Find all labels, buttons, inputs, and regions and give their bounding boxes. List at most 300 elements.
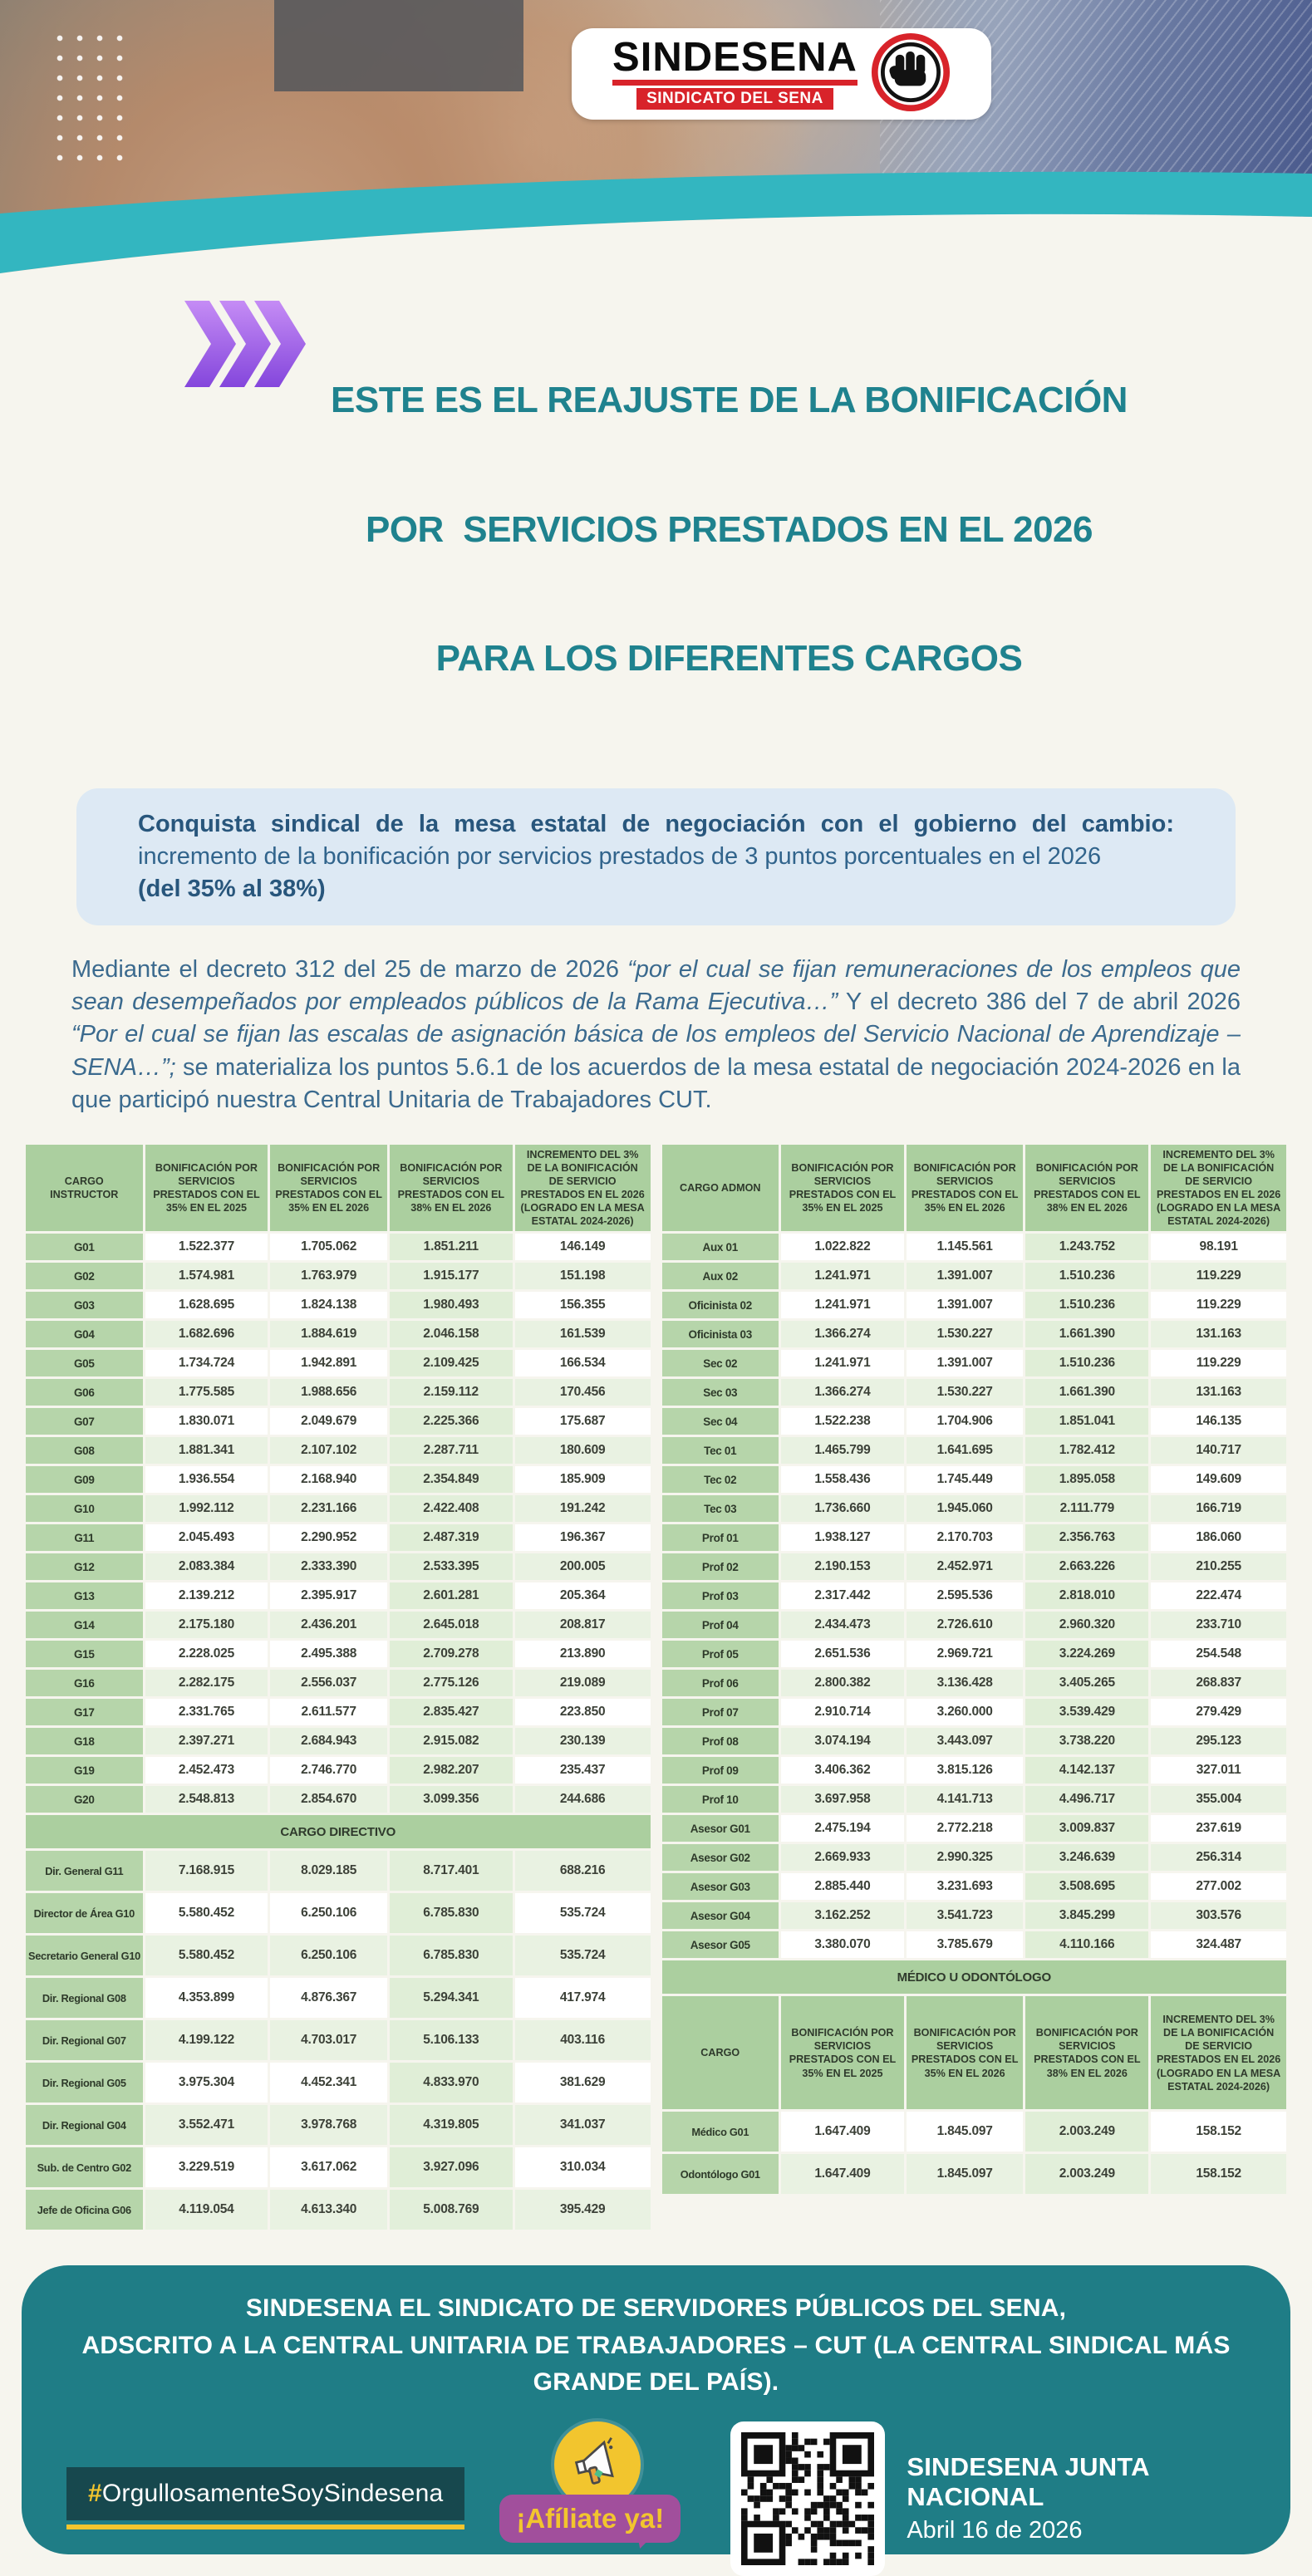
value-cell: 2.175.180 [145, 1612, 268, 1638]
value-cell: 1.942.891 [270, 1350, 387, 1376]
table-row [26, 1234, 651, 1260]
value-cell: 3.405.265 [1025, 1670, 1148, 1696]
header-row [26, 1145, 651, 1232]
value-cell: 6.785.830 [390, 1893, 513, 1933]
value-cell: 146.149 [515, 1234, 651, 1260]
cargo-cell: Tec 01 [662, 1437, 779, 1464]
value-cell: 2.669.933 [781, 1844, 904, 1871]
value-cell: 1.628.695 [145, 1292, 268, 1318]
value-cell: 166.719 [1151, 1495, 1286, 1522]
affiliate-bubble: ¡Afíliate ya! [499, 2495, 681, 2543]
value-cell: 2.434.473 [781, 1612, 904, 1638]
value-cell: 2.436.201 [270, 1612, 387, 1638]
value-cell: 2.548.813 [145, 1786, 268, 1813]
hashtag-label: OrgullosamenteSoySindesena [101, 2480, 444, 2508]
value-cell: 2.356.763 [1025, 1524, 1148, 1551]
value-cell: 2.333.390 [270, 1553, 387, 1580]
table-row [662, 1728, 1287, 1754]
value-cell: 1.980.493 [390, 1292, 513, 1318]
value-cell: 3.975.304 [145, 2063, 268, 2103]
value-cell: 5.106.133 [390, 2020, 513, 2060]
value-cell: 5.580.452 [145, 1936, 268, 1975]
page-title [331, 292, 1128, 767]
table-row [662, 1902, 1287, 1929]
value-cell: 98.191 [1151, 1234, 1286, 1260]
value-cell: 295.123 [1151, 1728, 1286, 1754]
cargo-cell: Prof 04 [662, 1612, 779, 1638]
cargo-cell: Asesor G04 [662, 1902, 779, 1929]
value-cell: 2.969.721 [907, 1641, 1024, 1667]
value-cell: 2.317.442 [781, 1582, 904, 1609]
value-cell: 1.647.409 [781, 2154, 904, 2194]
table-row [26, 1728, 651, 1754]
table-row [26, 1321, 651, 1347]
sub-header-row [662, 1996, 1287, 2109]
value-cell: 1.391.007 [907, 1292, 1024, 1318]
value-cell: 2.487.319 [390, 1524, 513, 1551]
chevron-arrows-icon [184, 301, 309, 391]
value-column-header: INCREMENTO DEL 3% DE LA BONIFICACIÓN DE SERVICIO PRESTADOS EN EL 2026 (LOGRADO EN LA MESA ESTATAL 2024-2026) [515, 1145, 651, 1232]
value-cell: 303.576 [1151, 1902, 1286, 1929]
value-cell: 1.782.412 [1025, 1437, 1148, 1464]
cargo-cell: G03 [26, 1292, 143, 1318]
qr-code [730, 2421, 885, 2576]
table-row [662, 1844, 1287, 1871]
value-cell: 5.294.341 [390, 1978, 513, 2018]
highlight-line-2: incremento de la bonificación por servicios prestados de 3 puntos porcentuales en el 2026 [138, 842, 1102, 870]
table-row [26, 1757, 651, 1784]
value-cell: 2.422.408 [390, 1495, 513, 1522]
value-cell: 2.475.194 [781, 1815, 904, 1842]
value-cell: 2.495.388 [270, 1641, 387, 1667]
value-cell: 4.319.805 [390, 2105, 513, 2145]
cargo-cell: Prof 05 [662, 1641, 779, 1667]
value-cell: 3.260.000 [907, 1699, 1024, 1725]
value-cell: 1.938.127 [781, 1524, 904, 1551]
value-cell: 8.717.401 [390, 1851, 513, 1891]
cargo-cell: Dir. Regional G05 [26, 2063, 143, 2103]
cargo-cell: Prof 08 [662, 1728, 779, 1754]
table-row [26, 1786, 651, 1813]
cargo-cell: G17 [26, 1699, 143, 1725]
cargo-cell: G14 [26, 1612, 143, 1638]
cargo-cell: G05 [26, 1350, 143, 1376]
value-cell: 4.141.713 [907, 1786, 1024, 1813]
cargo-cell: Sec 02 [662, 1350, 779, 1376]
cargo-cell: Prof 03 [662, 1582, 779, 1609]
value-cell: 3.380.070 [781, 1931, 904, 1958]
cargo-cell: Prof 10 [662, 1786, 779, 1813]
value-cell: 4.353.899 [145, 1978, 268, 2018]
value-cell: 3.162.252 [781, 1902, 904, 1929]
value-cell: 2.611.577 [270, 1699, 387, 1725]
value-cell: 1.366.274 [781, 1321, 904, 1347]
value-cell: 2.982.207 [390, 1757, 513, 1784]
value-cell: 2.885.440 [781, 1873, 904, 1900]
table-row [662, 1757, 1287, 1784]
value-cell: 186.060 [1151, 1524, 1286, 1551]
value-cell: 1.845.097 [907, 2112, 1024, 2152]
value-cell: 1.391.007 [907, 1350, 1024, 1376]
value-cell: 2.397.271 [145, 1728, 268, 1754]
table-row [26, 1936, 651, 1975]
value-cell: 1.243.752 [1025, 1234, 1148, 1260]
table-row [662, 1641, 1287, 1667]
value-cell: 3.508.695 [1025, 1873, 1148, 1900]
footer-line-1: SINDESENA EL SINDICATO DE SERVIDORES PÚBLICOS DEL SENA, [245, 2294, 1067, 2323]
value-cell: 191.242 [515, 1495, 651, 1522]
value-cell: 1.682.696 [145, 1321, 268, 1347]
value-cell: 1.558.436 [781, 1466, 904, 1493]
value-cell: 2.452.473 [145, 1757, 268, 1784]
table-row [662, 1379, 1287, 1406]
value-cell: 2.083.384 [145, 1553, 268, 1580]
value-cell: 230.139 [515, 1728, 651, 1754]
value-cell: 1.915.177 [390, 1263, 513, 1289]
hashtag-text [66, 2467, 464, 2520]
value-cell: 119.229 [1151, 1350, 1286, 1376]
cargo-cell: Odontólogo G01 [662, 2154, 779, 2194]
paragraph-segment: se materializa los puntos 5.6.1 de los acuerdos de la mesa estatal de negociación 2024-2026 en la que participó nuestra Central Unitaria de Trabajadores CUT. [71, 1053, 1241, 1114]
value-cell: 341.037 [515, 2105, 651, 2145]
value-cell: 175.687 [515, 1408, 651, 1435]
value-cell: 2.452.971 [907, 1553, 1024, 1580]
value-cell: 3.697.958 [781, 1786, 904, 1813]
value-cell: 2.645.018 [390, 1612, 513, 1638]
value-cell: 3.815.126 [907, 1757, 1024, 1784]
value-cell: 1.851.211 [390, 1234, 513, 1260]
value-cell: 1.145.561 [907, 1234, 1024, 1260]
table-row [26, 2190, 651, 2230]
cargo-cell: Sec 03 [662, 1379, 779, 1406]
table-instructor [23, 1142, 653, 2233]
value-cell: 3.229.519 [145, 2147, 268, 2187]
table-row [662, 1524, 1287, 1551]
header-row [662, 1145, 1287, 1232]
table-row [26, 1408, 651, 1435]
value-cell: 1.661.390 [1025, 1321, 1148, 1347]
table-row [662, 1437, 1287, 1464]
decree-paragraph [71, 954, 1241, 1117]
value-column-header: BONIFICACIÓN POR SERVICIOS PRESTADOS CON EL 38% EN EL 2026 [390, 1145, 513, 1232]
cargo-cell: Prof 06 [662, 1670, 779, 1696]
value-cell: 2.225.366 [390, 1408, 513, 1435]
value-cell: 4.142.137 [1025, 1757, 1148, 1784]
value-cell: 185.909 [515, 1466, 651, 1493]
table-row [662, 1321, 1287, 1347]
value-cell: 1.734.724 [145, 1350, 268, 1376]
value-cell: 2.651.536 [781, 1641, 904, 1667]
value-cell: 254.548 [1151, 1641, 1286, 1667]
logo [572, 28, 991, 120]
value-cell: 1.530.227 [907, 1321, 1024, 1347]
value-cell: 1.465.799 [781, 1437, 904, 1464]
value-cell: 3.074.194 [781, 1728, 904, 1754]
value-cell: 1.830.071 [145, 1408, 268, 1435]
footer-line-2: ADSCRITO A LA CENTRAL UNITARIA DE TRABAJADORES – CUT (LA CENTRAL SINDICAL MÁS GRANDE DEL PAÍS). [81, 2331, 1231, 2397]
value-cell: 688.216 [515, 1851, 651, 1891]
value-cell: 1.881.341 [145, 1437, 268, 1464]
value-cell: 7.168.915 [145, 1851, 268, 1891]
table-row [662, 1931, 1287, 1958]
section-header-row [662, 1960, 1287, 1994]
value-cell: 3.009.837 [1025, 1815, 1148, 1842]
title-line-2: POR SERVICIOS PRESTADOS EN EL 2026 [365, 508, 1093, 550]
value-cell: 2.915.082 [390, 1728, 513, 1754]
table-row [662, 1466, 1287, 1493]
cargo-cell: G16 [26, 1670, 143, 1696]
value-column-header: INCREMENTO DEL 3% DE LA BONIFICACIÓN DE SERVICIO PRESTADOS EN EL 2026 (LOGRADO EN LA MESA ESTATAL 2024-2026) [1151, 1996, 1286, 2109]
value-cell: 3.978.768 [270, 2105, 387, 2145]
value-cell: 1.661.390 [1025, 1379, 1148, 1406]
cargo-cell: G07 [26, 1408, 143, 1435]
cargo-cell: Prof 02 [662, 1553, 779, 1580]
value-cell: 151.198 [515, 1263, 651, 1289]
cargo-cell: G04 [26, 1321, 143, 1347]
value-cell: 1.641.695 [907, 1437, 1024, 1464]
value-cell: 3.099.356 [390, 1786, 513, 1813]
value-cell: 327.011 [1151, 1757, 1286, 1784]
value-cell: 4.110.166 [1025, 1931, 1148, 1958]
footer-panel [22, 2265, 1290, 2554]
value-cell: 2.556.037 [270, 1670, 387, 1696]
title-line-3: PARA LOS DIFERENTES CARGOS [435, 638, 1023, 680]
value-cell: 2.709.278 [390, 1641, 513, 1667]
value-column-header: BONIFICACIÓN POR SERVICIOS PRESTADOS CON EL 35% EN EL 2025 [781, 1145, 904, 1232]
value-cell: 4.452.341 [270, 2063, 387, 2103]
value-cell: 2.395.917 [270, 1582, 387, 1609]
value-column-header: BONIFICACIÓN POR SERVICIOS PRESTADOS CON EL 35% EN EL 2025 [781, 1996, 904, 2109]
hash-symbol: # [88, 2480, 102, 2508]
footer-row [66, 2421, 1246, 2576]
value-cell: 3.738.220 [1025, 1728, 1148, 1754]
value-cell: 1.763.979 [270, 1263, 387, 1289]
hashtag-banner [66, 2467, 464, 2529]
value-cell: 1.574.981 [145, 1263, 268, 1289]
value-cell: 6.250.106 [270, 1893, 387, 1933]
value-cell: 2.800.382 [781, 1670, 904, 1696]
cargo-cell: Prof 09 [662, 1757, 779, 1784]
value-cell: 3.231.693 [907, 1873, 1024, 1900]
table-row [26, 1495, 651, 1522]
highlight-line-1: Conquista sindical de la mesa estatal de negociación con el gobierno del cambio: [138, 810, 1174, 837]
table-row [26, 1851, 651, 1891]
value-cell: 3.785.679 [907, 1931, 1024, 1958]
value-cell: 1.241.971 [781, 1263, 904, 1289]
value-cell: 2.533.395 [390, 1553, 513, 1580]
value-cell: 1.745.449 [907, 1466, 1024, 1493]
cargo-cell: Sec 04 [662, 1408, 779, 1435]
value-cell: 6.785.830 [390, 1936, 513, 1975]
value-cell: 3.617.062 [270, 2147, 387, 2187]
value-column-header: BONIFICACIÓN POR SERVICIOS PRESTADOS CON EL 35% EN EL 2026 [907, 1996, 1024, 2109]
value-cell: 4.496.717 [1025, 1786, 1148, 1813]
table-row [662, 1234, 1287, 1260]
cargo-cell: Prof 07 [662, 1699, 779, 1725]
logo-red-bar [612, 80, 857, 86]
value-cell: 2.601.281 [390, 1582, 513, 1609]
value-cell: 2.159.112 [390, 1379, 513, 1406]
value-cell: 1.992.112 [145, 1495, 268, 1522]
value-cell: 3.541.723 [907, 1902, 1024, 1929]
table-row [662, 1873, 1287, 1900]
table-row [662, 1670, 1287, 1696]
value-cell: 223.850 [515, 1699, 651, 1725]
cargo-cell: G19 [26, 1757, 143, 1784]
value-cell: 2.046.158 [390, 1321, 513, 1347]
cargo-cell: Médico G01 [662, 2112, 779, 2152]
value-cell: 1.705.062 [270, 1234, 387, 1260]
value-cell: 1.391.007 [907, 1263, 1024, 1289]
value-cell: 131.163 [1151, 1379, 1286, 1406]
value-column-header: INCREMENTO DEL 3% DE LA BONIFICACIÓN DE SERVICIO PRESTADOS EN EL 2026 (LOGRADO EN LA MESA ESTATAL 2024-2026) [1151, 1145, 1286, 1232]
affiliate-callout [499, 2421, 709, 2576]
value-cell: 1.647.409 [781, 2112, 904, 2152]
table-row [26, 2020, 651, 2060]
value-column-header: BONIFICACIÓN POR SERVICIOS PRESTADOS CON EL 35% EN EL 2026 [907, 1145, 1024, 1232]
cargo-cell: Sub. de Centro G02 [26, 2147, 143, 2187]
value-cell: 3.552.471 [145, 2105, 268, 2145]
value-cell: 2.746.770 [270, 1757, 387, 1784]
value-cell: 4.119.054 [145, 2190, 268, 2230]
value-cell: 1.366.274 [781, 1379, 904, 1406]
table-row [662, 1815, 1287, 1842]
paragraph-quote: “Por el cual se fijan las escalas de asignación básica de los empleos del Servicio Nacional de Aprendizaje – SENA…”; [71, 1021, 1241, 1081]
value-cell: 395.429 [515, 2190, 651, 2230]
value-cell: 355.004 [1151, 1786, 1286, 1813]
photo-background-block [274, 0, 523, 91]
table-row [26, 1553, 651, 1580]
value-cell: 166.534 [515, 1350, 651, 1376]
value-cell: 3.845.299 [1025, 1902, 1148, 1929]
table-row [26, 1978, 651, 2018]
table-row [26, 1612, 651, 1638]
table-row [26, 1263, 651, 1289]
cargo-cell: G10 [26, 1495, 143, 1522]
value-column-header: BONIFICACIÓN POR SERVICIOS PRESTADOS CON EL 35% EN EL 2026 [270, 1145, 387, 1232]
table-row [662, 2112, 1287, 2152]
header-photo [0, 0, 1312, 274]
header-curve [0, 165, 1312, 274]
value-cell: 2.354.849 [390, 1466, 513, 1493]
table-row [662, 1582, 1287, 1609]
logo-tagline: SINDICATO DEL SENA [636, 88, 833, 110]
value-cell: 381.629 [515, 2063, 651, 2103]
value-cell: 244.686 [515, 1786, 651, 1813]
value-cell: 256.314 [1151, 1844, 1286, 1871]
value-cell: 2.910.714 [781, 1699, 904, 1725]
value-cell: 1.510.236 [1025, 1292, 1148, 1318]
value-cell: 4.876.367 [270, 1978, 387, 2018]
value-cell: 1.736.660 [781, 1495, 904, 1522]
cargo-cell: Asesor G03 [662, 1873, 779, 1900]
value-cell: 233.710 [1151, 1612, 1286, 1638]
cargo-column-header: CARGO ADMON [662, 1145, 779, 1232]
cargo-cell: Asesor G02 [662, 1844, 779, 1871]
value-cell: 170.456 [515, 1379, 651, 1406]
cargo-cell: G06 [26, 1379, 143, 1406]
table-row [26, 2147, 651, 2187]
value-cell: 1.704.906 [907, 1408, 1024, 1435]
table-row [662, 1699, 1287, 1725]
table-row [26, 1641, 651, 1667]
value-column-header: BONIFICACIÓN POR SERVICIOS PRESTADOS CON EL 35% EN EL 2025 [145, 1145, 268, 1232]
cargo-cell: Asesor G01 [662, 1815, 779, 1842]
cargo-cell: Oficinista 02 [662, 1292, 779, 1318]
value-cell: 2.775.126 [390, 1670, 513, 1696]
value-cell: 3.406.362 [781, 1757, 904, 1784]
value-cell: 158.152 [1151, 2154, 1286, 2194]
table-row [26, 1893, 651, 1933]
cargo-cell: Asesor G05 [662, 1931, 779, 1958]
cargo-cell: Tec 03 [662, 1495, 779, 1522]
value-cell: 210.255 [1151, 1553, 1286, 1580]
value-cell: 5.008.769 [390, 2190, 513, 2230]
value-cell: 2.595.536 [907, 1582, 1024, 1609]
value-cell: 4.703.017 [270, 2020, 387, 2060]
cargo-cell: G09 [26, 1466, 143, 1493]
cargo-cell: G20 [26, 1786, 143, 1813]
cargo-cell: G12 [26, 1553, 143, 1580]
table-row [26, 1292, 651, 1318]
value-cell: 1.022.822 [781, 1234, 904, 1260]
table-row [26, 1379, 651, 1406]
cargo-cell: Director de Área G10 [26, 1893, 143, 1933]
table-row [26, 1582, 651, 1609]
value-cell: 2.045.493 [145, 1524, 268, 1551]
value-column-header: BONIFICACIÓN POR SERVICIOS PRESTADOS CON EL 38% EN EL 2026 [1025, 1996, 1148, 2109]
value-cell: 200.005 [515, 1553, 651, 1580]
value-cell: 3.443.097 [907, 1728, 1024, 1754]
cargo-cell: G18 [26, 1728, 143, 1754]
highlight-box [76, 788, 1236, 925]
cargo-column-header: CARGO [662, 1996, 779, 2109]
value-cell: 119.229 [1151, 1263, 1286, 1289]
table-row [662, 1408, 1287, 1435]
value-cell: 6.250.106 [270, 1936, 387, 1975]
value-cell: 2.960.320 [1025, 1612, 1148, 1638]
table-row [662, 1786, 1287, 1813]
value-cell: 3.136.428 [907, 1670, 1024, 1696]
cargo-cell: Tec 02 [662, 1466, 779, 1493]
table-row [662, 1350, 1287, 1376]
value-cell: 1.510.236 [1025, 1350, 1148, 1376]
table-row [26, 2105, 651, 2145]
value-cell: 235.437 [515, 1757, 651, 1784]
value-cell: 2.990.325 [907, 1844, 1024, 1871]
value-cell: 3.246.639 [1025, 1844, 1148, 1871]
paragraph-segment: Y el decreto 386 del 7 de abril 2026 [838, 988, 1241, 1015]
logo-text [612, 35, 857, 110]
section-title: CARGO DIRECTIVO [26, 1815, 651, 1848]
value-cell: 5.580.452 [145, 1893, 268, 1933]
value-cell: 2.139.212 [145, 1582, 268, 1609]
cargo-cell: Prof 01 [662, 1524, 779, 1551]
value-cell: 146.135 [1151, 1408, 1286, 1435]
value-cell: 2.231.166 [270, 1495, 387, 1522]
value-cell: 2.835.427 [390, 1699, 513, 1725]
table-row [26, 1466, 651, 1493]
value-cell: 277.002 [1151, 1873, 1286, 1900]
value-cell: 2.854.670 [270, 1786, 387, 1813]
value-cell: 161.539 [515, 1321, 651, 1347]
table-row [26, 1350, 651, 1376]
cargo-cell: Aux 02 [662, 1263, 779, 1289]
value-cell: 156.355 [515, 1292, 651, 1318]
table-row [26, 1524, 651, 1551]
cargo-cell: Oficinista 03 [662, 1321, 779, 1347]
value-cell: 149.609 [1151, 1466, 1286, 1493]
